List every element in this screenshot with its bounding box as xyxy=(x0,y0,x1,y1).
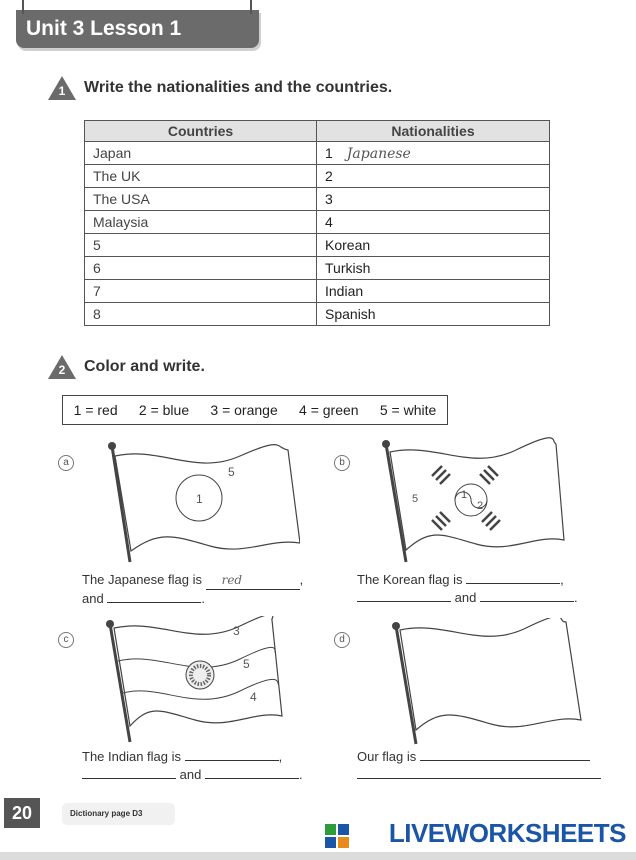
flag-mark: 5 xyxy=(243,657,250,671)
unit-header-tab xyxy=(16,10,259,48)
color-key-box xyxy=(62,395,448,425)
exercise2-heading xyxy=(48,355,205,379)
exercise2-instruction: Color and write. xyxy=(84,358,205,375)
flag-c-third-blank[interactable] xyxy=(205,778,299,779)
flag-c-letter: c xyxy=(58,632,74,648)
liveworksheets-brand[interactable]: LIVEWORKSHEETS xyxy=(388,818,626,848)
nationality-cell[interactable]: 4 xyxy=(317,211,550,234)
nationality-cell: Turkish xyxy=(317,257,550,280)
table-row xyxy=(85,142,550,165)
handwritten-answer: Japanese xyxy=(346,145,411,162)
japan-flag-outline[interactable] xyxy=(100,438,300,563)
flag-c-answer-blank[interactable] xyxy=(185,760,279,761)
nationalities-table xyxy=(84,120,550,326)
country-cell[interactable]: 7 xyxy=(85,280,317,303)
korea-flag-outline[interactable] xyxy=(376,436,566,566)
flag-b-caption: The Korean flag is , and . xyxy=(357,572,578,605)
flag-mark: 1 xyxy=(196,492,203,506)
flag-b-second-blank[interactable] xyxy=(357,601,451,602)
binder-line xyxy=(250,0,252,14)
table-row xyxy=(85,303,550,326)
table-header-countries: Countries xyxy=(85,121,317,142)
key-item: 1 = red xyxy=(73,402,118,418)
exercise-triangle-icon: 1 xyxy=(48,76,76,100)
flag-mark: 5 xyxy=(228,465,235,479)
flag-a-caption: The Japanese flag is red , and . xyxy=(82,572,304,606)
country-cell[interactable]: 8 xyxy=(85,303,317,326)
nationality-cell: Korean xyxy=(317,234,550,257)
key-item: 2 = blue xyxy=(138,402,190,418)
binder-line xyxy=(22,0,24,14)
key-item: 5 = white xyxy=(379,402,437,418)
table-row xyxy=(85,188,550,211)
india-flag-outline[interactable] xyxy=(100,616,290,746)
exercise1-heading xyxy=(48,76,392,100)
flag-mark: 3 xyxy=(233,624,240,638)
flag-mark: 4 xyxy=(250,690,257,704)
flag-a-letter: a xyxy=(58,455,74,471)
flag-d-answer-blank[interactable] xyxy=(420,760,590,761)
country-cell[interactable]: 5 xyxy=(85,234,317,257)
nationality-cell: Indian xyxy=(317,280,550,303)
flag-b-third-blank[interactable] xyxy=(480,601,574,602)
table-row xyxy=(85,211,550,234)
flag-d-letter: d xyxy=(334,632,350,648)
exercise1-instruction: Write the nationalities and the countries. xyxy=(84,79,393,96)
country-cell: Japan xyxy=(85,142,317,165)
key-item: 4 = green xyxy=(299,402,359,418)
liveworksheets-logo-icon xyxy=(325,824,349,848)
flag-b-letter: b xyxy=(334,455,350,471)
flag-a-second-blank[interactable] xyxy=(107,602,201,603)
flag-mark: 2 xyxy=(477,500,484,512)
table-row xyxy=(85,165,550,188)
bottom-bar xyxy=(0,852,636,860)
nationality-cell[interactable]: 1 Japanese xyxy=(317,142,550,165)
exercise-triangle-icon: 2 xyxy=(48,355,76,379)
nationality-cell: Spanish xyxy=(317,303,550,326)
unit-title: Unit 3 Lesson 1 xyxy=(26,17,182,40)
flag-c-caption: The Indian flag is , and . xyxy=(82,749,303,782)
nationality-cell[interactable]: 2 xyxy=(317,165,550,188)
dictionary-reference: Dictionary page D3 xyxy=(62,803,175,825)
table-header-nationalities: Nationalities xyxy=(317,121,550,142)
country-cell: The USA xyxy=(85,188,317,211)
key-item: 3 = orange xyxy=(210,402,278,418)
flag-c-second-blank[interactable] xyxy=(82,778,176,779)
country-cell: Malaysia xyxy=(85,211,317,234)
country-cell: The UK xyxy=(85,165,317,188)
flag-d-second-blank[interactable] xyxy=(357,778,601,779)
table-row xyxy=(85,280,550,303)
flag-b-answer-blank[interactable] xyxy=(466,583,560,584)
flag-mark: 1 xyxy=(461,489,468,501)
flag-d-caption: Our flag is xyxy=(357,748,601,784)
page-number: 20 xyxy=(4,798,40,828)
table-row xyxy=(85,234,550,257)
flag-a-answer-blank[interactable]: red xyxy=(206,571,300,590)
nationality-cell[interactable]: 3 xyxy=(317,188,550,211)
flag-mark: 5 xyxy=(412,493,419,505)
country-cell[interactable]: 6 xyxy=(85,257,317,280)
our-flag-outline[interactable] xyxy=(386,618,586,748)
table-row xyxy=(85,257,550,280)
